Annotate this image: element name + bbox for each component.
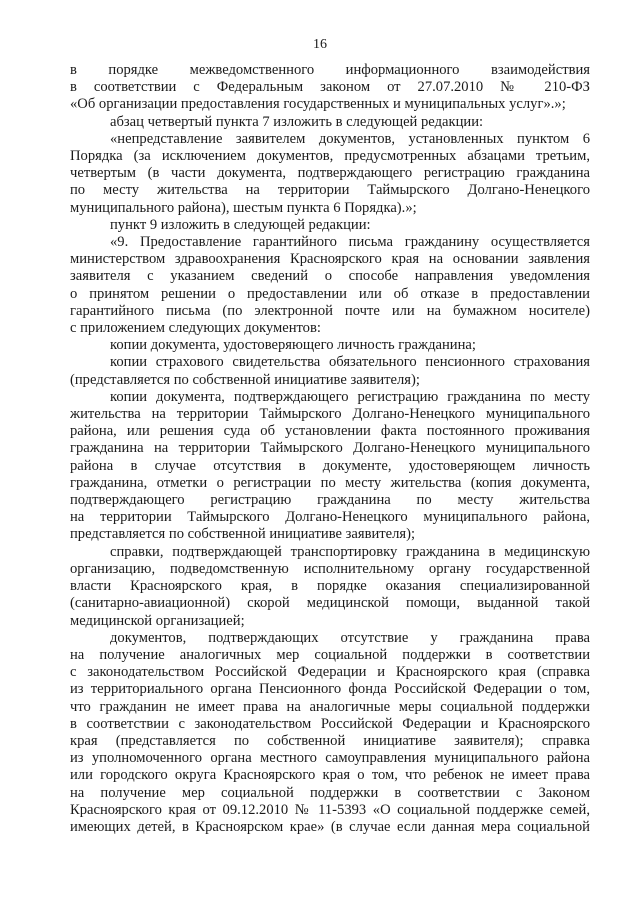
text-line: пункт 9 изложить в следующей редакции:: [110, 216, 371, 233]
text-line: что гражданин не имеет права на аналогичные меры социальной поддержки: [70, 698, 590, 715]
text-line: или городского округа Красноярского края о том, что ребенок не имеет права: [70, 767, 590, 784]
text-line: в соответствии с Федеральным законом от 27.07.2010 № 210-ФЗ: [70, 79, 590, 96]
text-line: копии документа, подтверждающего регистрацию гражданина по месту: [110, 388, 590, 405]
text-line: Красноярского края от 09.12.2010 № 11-5393 «О социальной поддержке семей,: [70, 801, 590, 818]
text-line: копии страхового свидетельства обязательного пенсионного страхования: [110, 354, 590, 371]
text-line: района, или решения суда об установлении факта постоянного проживания: [70, 423, 590, 440]
text-line: копии документа, удостоверяющего личность гражданина;: [110, 337, 476, 354]
text-line: (санитарно-авиационной) скорой медицинской помощи, выданной такой: [70, 595, 590, 612]
page-number: 16: [313, 37, 327, 52]
text-line: «9. Предоставление гарантийного письма гражданину осуществляется: [110, 234, 590, 251]
text-line: с законодательством Российской Федерации и Красноярского края (справка: [70, 664, 590, 681]
text-line: края (представляется по собственной инициативе заявителя); справка: [70, 732, 590, 749]
text-line: медицинской организацией;: [70, 612, 245, 629]
text-line: «Об организации предоставления государственных и муниципальных услуг».»;: [70, 96, 566, 113]
text-line: абзац четвертый пункта 7 изложить в следующей редакции:: [110, 113, 484, 130]
text-line: на территории Таймырского Долгано-Ненецкого муниципального района,: [70, 509, 590, 526]
text-line: гражданина, отметки о регистрации по месту жительства (копия документа,: [70, 474, 590, 491]
text-line: района в случае отсутствия в документе, удостоверяющем личность: [70, 457, 590, 474]
text-line: на получение аналогичных мер социальной поддержки в соответствии: [70, 646, 590, 663]
text-line: в соответствии с законодательством Российской Федерации и Красноярского: [70, 715, 590, 732]
text-line: заявителя с указанием сведений о способе направления уведомления: [70, 268, 590, 285]
text-line: на получение мер социальной поддержки в соответствии с Законом: [70, 784, 590, 801]
text-line: о принятом решении о предоставлении или об отказе в предоставлении: [70, 285, 590, 302]
text-line: гражданина на территории Таймырского Долгано-Ненецкого муниципального: [70, 440, 590, 457]
text-line: из уполномоченного органа местного самоуправления муниципального района: [70, 750, 590, 767]
text-line: министерством здравоохранения Красноярского края на основании заявления: [70, 251, 590, 268]
text-line: представляется по собственной инициативе заявителя);: [70, 526, 416, 543]
text-line: по месту жительства на территории Таймырского Долгано-Ненецкого: [70, 182, 590, 199]
text-line: «непредставление заявителем документов, установленных пунктом 6: [110, 130, 590, 147]
text-line: организацию, подведомственную исполнительному органу государственной: [70, 560, 590, 577]
text-line: документов, подтверждающих отсутствие у гражданина права: [110, 629, 590, 646]
text-line: жительства на территории Таймырского Долгано-Ненецкого муниципального: [70, 406, 590, 423]
text-line: гарантийного письма (по электронной почте или на бумажном носителе): [70, 302, 590, 319]
text-line: из территориального органа Пенсионного фонда Российской Федерации о том,: [70, 681, 590, 698]
text-line: подтверждающего регистрацию гражданина по месту жительства: [70, 492, 590, 509]
text-line: в порядке межведомственного информационного взаимодействия: [70, 62, 590, 78]
text-line: муниципального района), шестым пункта 6 Порядка).»;: [70, 199, 417, 216]
document-body: [70, 62, 590, 836]
text-line: власти Красноярского края, в порядке оказания специализированной: [70, 578, 590, 595]
text-line: имеющих детей, в Красноярском крае» (в случае если данная мера социальной: [70, 818, 590, 835]
text-line: (представляется по собственной инициативе заявителя);: [70, 371, 420, 388]
text-line: Порядка (за исключением документов, предусмотренных абзацами третьим,: [70, 148, 590, 165]
text-line: справки, подтверждающей транспортировку гражданина в медицинскую: [110, 543, 590, 560]
text-line: с приложением следующих документов:: [70, 320, 321, 337]
text-line: четвертым (в части документа, подтверждающего регистрацию гражданина: [70, 165, 590, 182]
